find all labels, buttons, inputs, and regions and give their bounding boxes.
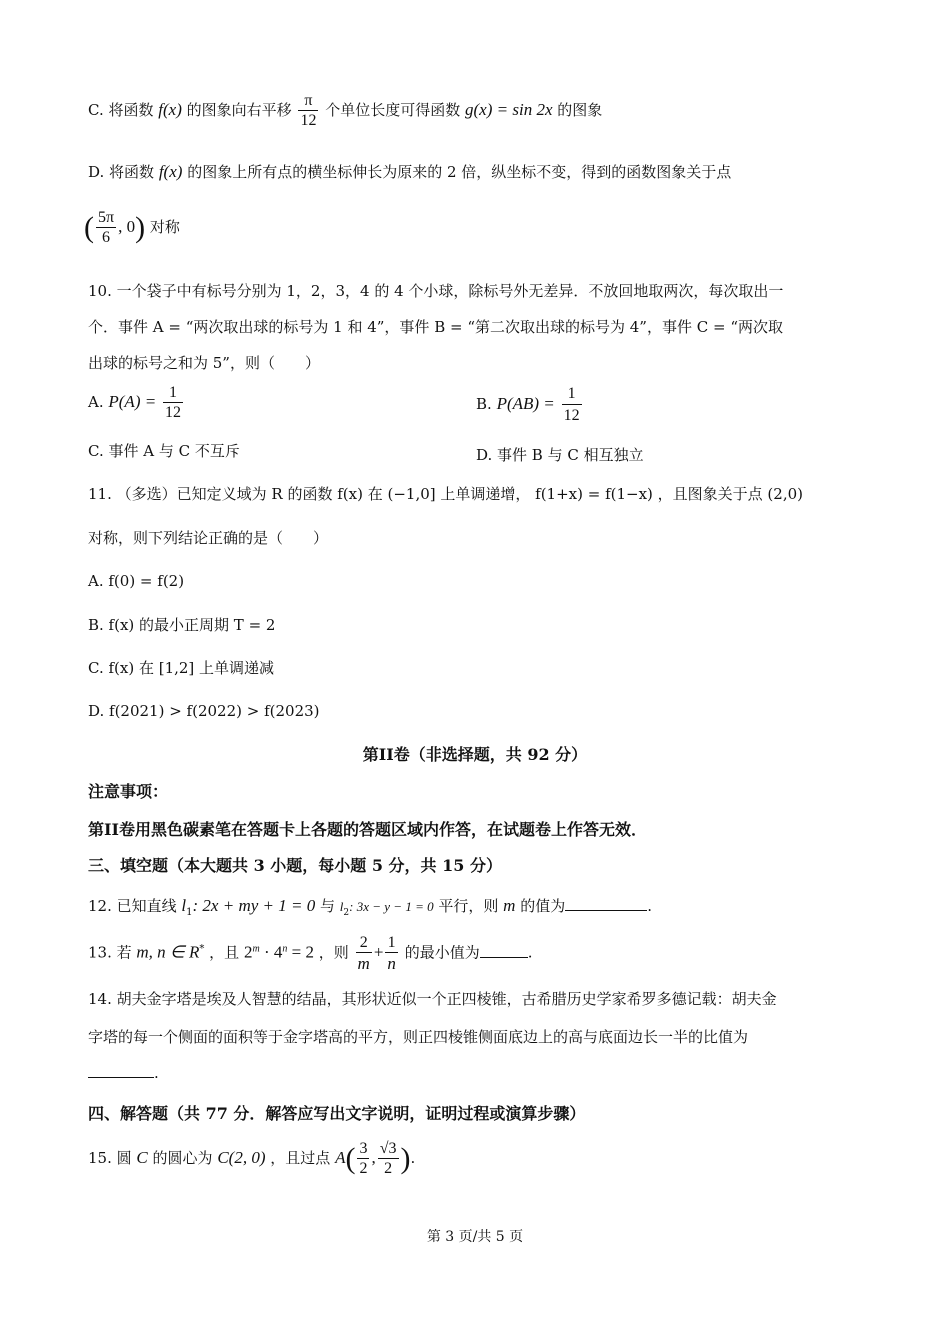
q10-line3: 出球的标号之和为 5”，则（ ） xyxy=(88,354,320,372)
q14-line3: . xyxy=(88,1066,159,1081)
q14-answer-blank[interactable] xyxy=(88,1077,154,1078)
q9-option-d: D. 将函数 f(x) 的图象上所有点的横坐标伸长为原来的 2 倍，纵坐标不变，得到的函数图象关于点 xyxy=(88,162,732,181)
q10-option-a: A. P(A) = $\frac{1}{12}$ xyxy=(88,384,181,421)
q13: 13. 若 m, n ∈ R* ，且 $2^m \cdot 4^n = 2$ ，则 $\frac{2}{m}$ + $\frac{1}{n}$ 的最小值为 . xyxy=(88,934,533,973)
q10-option-b: B. P(AB) = $\frac{1}{12}$ xyxy=(476,385,580,424)
q9-option-c: C. 将函数 f(x) 的图象向右平移 $\frac{\pi}{12}$ 个单位长度可得函数 g(x) = sin 2x 的图象 xyxy=(88,92,603,129)
q11-option-c: C. f(x) 在 [1,2] 上单调递减 xyxy=(88,659,275,677)
q9-option-d-cont: ( $\frac{5\pi}{6}$ , 0) 对称 xyxy=(84,209,180,246)
q11-option-a: A. f(0) = f(2) xyxy=(88,572,185,590)
notice-text: 第II卷用黑色碳素笔在答题卡上各题的答题区域内作答，在试题卷上作答无效． xyxy=(88,820,647,839)
q12-answer-blank[interactable] xyxy=(565,910,647,911)
q10-option-c: C. 事件 A 与 C 不互斥 xyxy=(88,442,240,460)
q11-line1: 11. （多选）已知定义域为 R 的函数 f(x) 在 (−1,0] 上单调递增， f(1+x) = f(1−x) ，且图象关于点 (2,0) xyxy=(88,485,803,503)
q11-option-b: B. f(x) 的最小正周期 T = 2 xyxy=(88,616,276,634)
q15: 15. 圆 C 的圆心为 C(2, 0) ，且过点 A( $\frac{3}{2}$ , $\frac{√3}{2}$ ). xyxy=(88,1140,416,1177)
q10-option-d: D. 事件 B 与 C 相互独立 xyxy=(476,446,644,464)
q12: 12. 已知直线 $l_1$: 2x + my + 1 = 0 与 $l_2$: 3x − y − 1 = 0 平行，则 m 的值为 . xyxy=(88,896,653,918)
section-4-heading: 四、解答题（共 77 分．解答应写出文字说明，证明过程或演算步骤） xyxy=(88,1104,586,1123)
page-footer: 第 3 页/共 5 页 xyxy=(426,1229,524,1245)
fraction-5pi-6: $\frac{5\pi}{6}$ xyxy=(98,209,115,246)
q10-line1: 10. 一个袋子中有标号分别为 1，2，3，4 的 4 个小球，除标号外无差异．不放回地取两次，每次取出一 xyxy=(88,282,784,300)
q10-line2: 个．事件 A = “两次取出球的标号为 1 和 4”，事件 B = “第二次取出球的标号为 4”，事件 C = “两次取 xyxy=(88,318,783,336)
q11-option-d: D. f(2021) > f(2022) > f(2023) xyxy=(88,702,320,720)
q13-answer-blank[interactable] xyxy=(480,957,528,958)
q14-line2: 字塔的每一个侧面的面积等于金字塔高的平方，则正四棱锥侧面底边上的高与底面边长一半的比值为 xyxy=(88,1028,749,1046)
section-3-heading: 三、填空题（本大题共 3 小题，每小题 5 分，共 15 分） xyxy=(88,856,502,875)
q11-line2: 对称，则下列结论正确的是（ ） xyxy=(88,529,329,547)
q14-line1: 14. 胡夫金字塔是埃及人智慧的结晶，其形状近似一个正四棱锥，古希腊历史学家希罗多德记载：胡夫金 xyxy=(88,990,777,1008)
fraction-pi-12: $\frac{\pi}{12}$ xyxy=(300,92,317,129)
notice-title: 注意事项： xyxy=(88,782,169,801)
part2-title: 第II卷（非选择题，共 92 分） xyxy=(362,745,588,764)
